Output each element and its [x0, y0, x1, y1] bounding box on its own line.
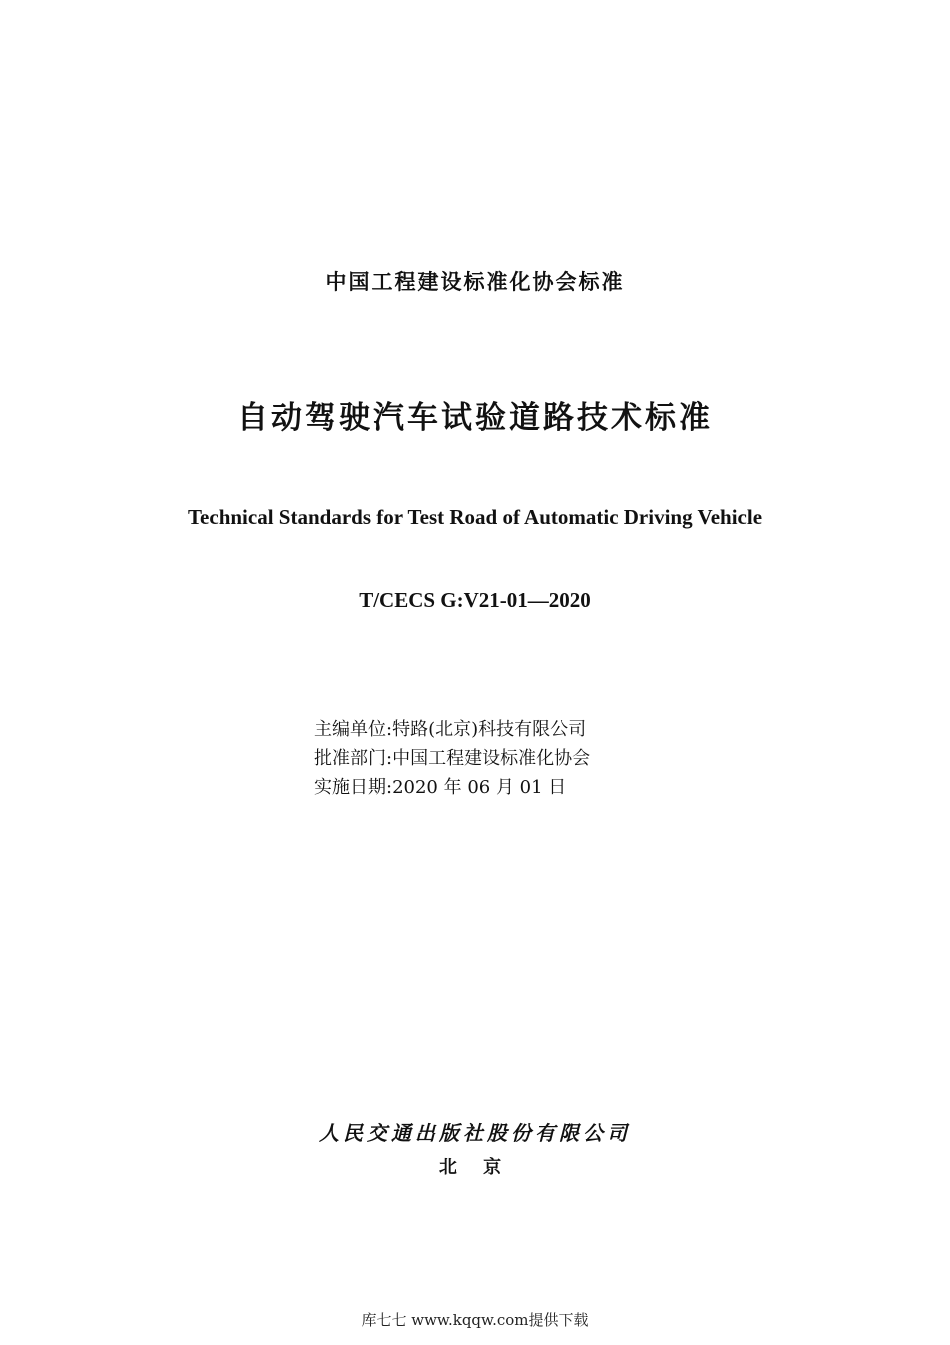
download-footer [0, 1309, 950, 1330]
effective-date: 实施日期:2020 年 06 月 01 日 [314, 777, 567, 798]
footer-prefix: 库七七 [361, 1311, 412, 1329]
document-title-english: Technical Standards for Test Road of Automatic Driving Vehicle [187, 505, 763, 529]
footer-site-link[interactable]: www.kqqw.com [411, 1311, 529, 1329]
document-title-chinese: 自动驾驶汽车试验道路技术标准 [237, 400, 713, 436]
editor-unit: 主编单位:特路(北京)科技有限公司 [314, 719, 587, 740]
publisher-city: 北 京 [438, 1157, 512, 1178]
standard-code: T/CECS G:V21-01—2020 [359, 588, 591, 612]
publisher-name: 人民交通出版社股份有限公司 [319, 1121, 631, 1145]
document-meta-block [314, 715, 590, 802]
approval-department: 批准部门:中国工程建设标准化协会 [314, 748, 591, 769]
footer-suffix: 提供下载 [528, 1311, 589, 1329]
organization-standard-header: 中国工程建设标准化协会标准 [325, 270, 625, 294]
